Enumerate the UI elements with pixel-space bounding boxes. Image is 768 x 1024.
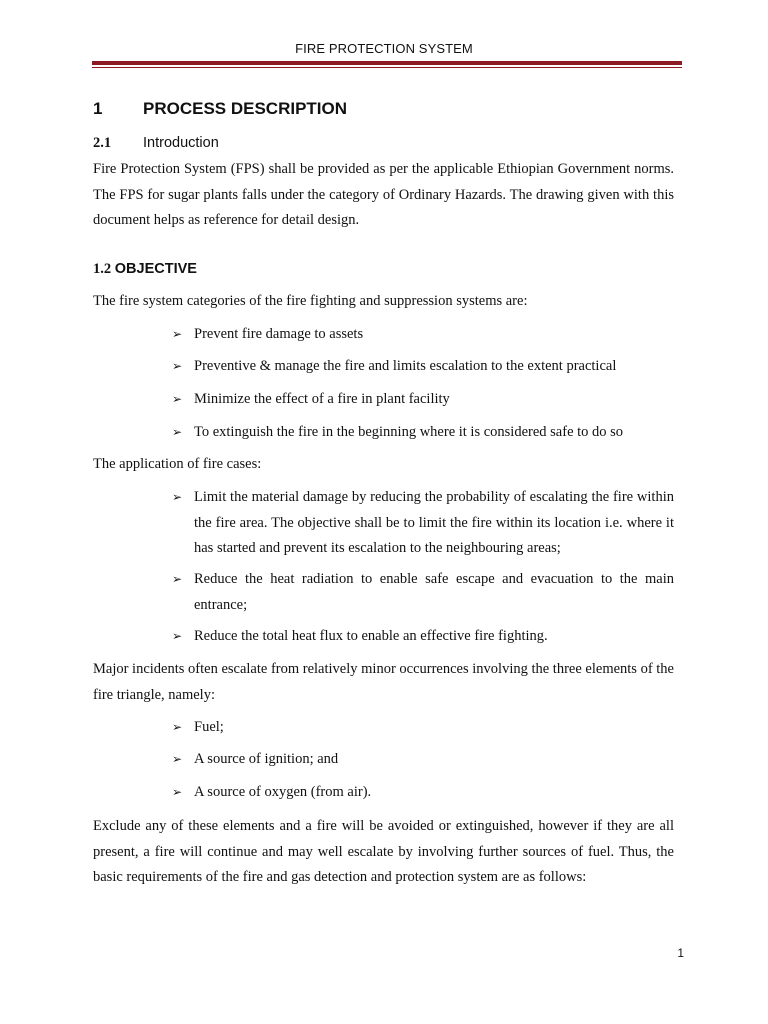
- arrow-bullet-icon: ➢: [172, 572, 183, 586]
- list-item-text: A source of ignition; and: [194, 751, 339, 767]
- arrow-bullet-icon: ➢: [172, 490, 183, 504]
- application-intro: The application of fire cases:: [93, 456, 262, 472]
- list-item: [172, 420, 674, 446]
- closing-paragraph: Exclude any of these elements and a fire will be avoided or extinguished, however if they are all present, a fire will continue and may well escalate by involving further sources of fuel. Thus, the basic requirements of the fire and gas detection and protection system are as follows:: [93, 818, 674, 885]
- triangle-intro: Major incidents often escalate from relatively minor occurrences involving the three elements of the fire triangle, namely:: [93, 661, 674, 703]
- list-item: [172, 322, 674, 348]
- list-item: [172, 624, 674, 650]
- running-header: FIRE PROTECTION SYSTEM: [295, 41, 473, 56]
- list-item-text: Preventive & manage the fire and limits escalation to the extent practical: [194, 358, 617, 374]
- list-item-text: To extinguish the fire in the beginning where it is considered safe to do so: [194, 424, 624, 440]
- header-rule-thin: [92, 67, 682, 68]
- subsection-title: Introduction: [143, 135, 219, 151]
- arrow-bullet-icon: ➢: [172, 629, 183, 643]
- subsection-number: 2.1: [93, 135, 112, 151]
- arrow-bullet-icon: ➢: [172, 359, 183, 373]
- subsection-heading-objective: [93, 261, 683, 278]
- page-number: 1: [677, 946, 684, 960]
- subsection-number: 1.2: [93, 261, 112, 277]
- arrow-bullet-icon: ➢: [172, 720, 183, 734]
- list-item: [172, 485, 674, 562]
- list-item-text: Minimize the effect of a fire in plant facility: [194, 391, 450, 407]
- list-item: [172, 567, 674, 618]
- list-item-text: Limit the material damage by reducing the probability of escalating the fire within the fire area. The objective shall be to limit the fire within its location i.e. where it has started and prevent its escalation to the neighbouring areas;: [194, 489, 674, 556]
- section-heading: [93, 99, 683, 119]
- list-item-text: A source of oxygen (from air).: [194, 784, 372, 800]
- section-number: 1: [93, 99, 103, 118]
- list-item-text: Reduce the total heat flux to enable an effective fire fighting.: [194, 628, 548, 644]
- arrow-bullet-icon: ➢: [172, 425, 183, 439]
- list-item-text: Reduce the heat radiation to enable safe escape and evacuation to the main entrance;: [194, 571, 674, 613]
- arrow-bullet-icon: ➢: [172, 392, 183, 406]
- list-item: [172, 747, 674, 773]
- list-item-text: Fuel;: [194, 719, 224, 735]
- list-item: [172, 387, 674, 413]
- subsection-title: OBJECTIVE: [114, 261, 197, 277]
- arrow-bullet-icon: ➢: [172, 785, 183, 799]
- section-title: PROCESS DESCRIPTION: [143, 99, 348, 118]
- subsection-heading-introduction: [93, 135, 683, 152]
- objective-intro: The fire system categories of the fire fighting and suppression systems are:: [93, 293, 528, 309]
- intro-paragraph: Fire Protection System (FPS) shall be provided as per the applicable Ethiopian Government norms. The FPS for sugar plants falls under the category of Ordinary Hazards. The drawing given with this document helps as reference for detail design.: [93, 161, 674, 228]
- list-item: [172, 780, 674, 806]
- arrow-bullet-icon: ➢: [172, 752, 183, 766]
- list-item: [172, 715, 674, 741]
- list-item: [172, 354, 674, 380]
- header-rule-thick: [92, 61, 682, 65]
- arrow-bullet-icon: ➢: [172, 327, 183, 341]
- list-item-text: Prevent fire damage to assets: [194, 326, 364, 342]
